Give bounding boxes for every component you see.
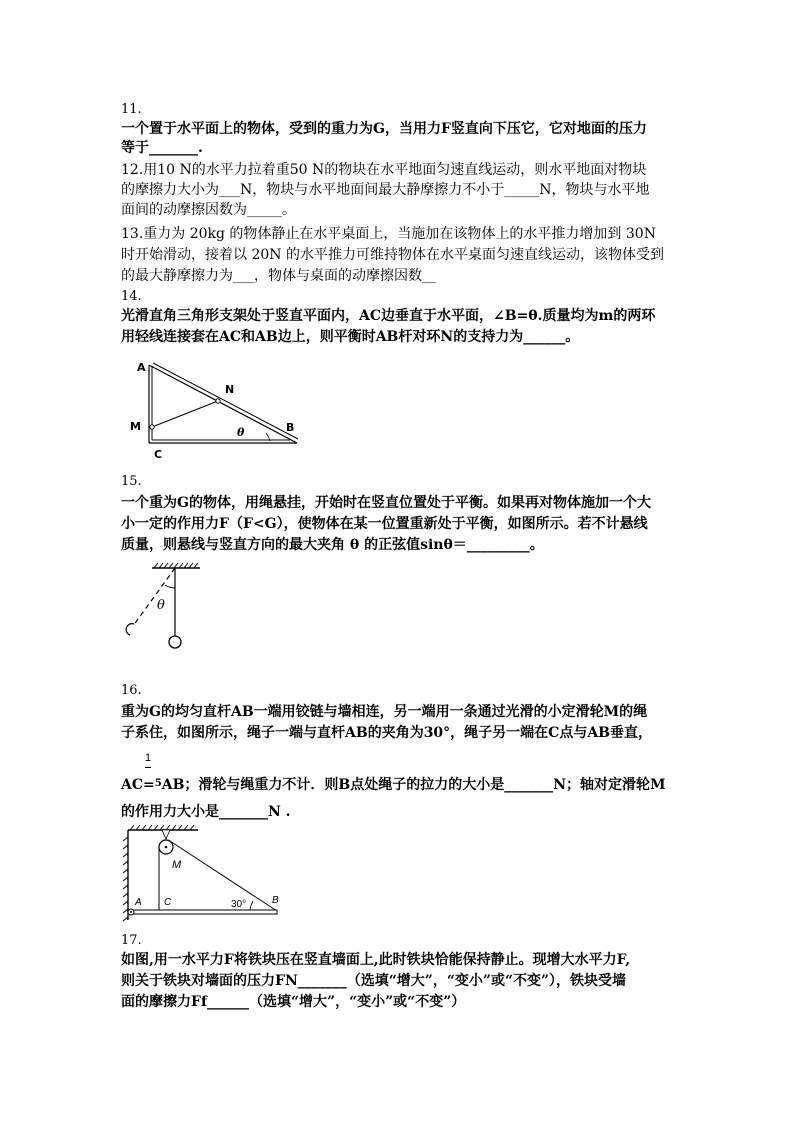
label-a: A: [137, 361, 146, 374]
q15-text-line3: 质量，则悬线与竖直方向的最大夹角 θ 的正弦值sinθ＝_________。: [121, 537, 544, 553]
q16-number: 16.: [121, 683, 142, 698]
angle-30-label: 30°: [231, 899, 247, 910]
q15-text-line1: 一个重为G的物体，用绳悬挂，开始时在竖直位置处于平衡。如果再对物体施加一个大: [121, 495, 651, 511]
q15-number: 15.: [121, 474, 142, 489]
pendulum-bob-icon: [169, 636, 181, 648]
label-b: B: [272, 895, 279, 906]
q14-text-line1: 光滑直角三角形支架处于竖直平面内，AC边垂直于水平面，∠B=θ.质量均为m的两环: [121, 308, 656, 324]
fraction-denominator: 5: [154, 778, 162, 789]
label-a: A: [135, 897, 142, 908]
angle-theta-label: θ: [237, 426, 245, 439]
q11-text-line1: 一个置于水平面上的物体，受到的重力为G，当用力F竖直向下压它，它对地面的压力: [121, 121, 647, 137]
q12-text-line2: 的摩擦力大小为___N，物块与水平地面间最大静摩擦力不小于_____N，物块与水平地: [121, 182, 650, 198]
q11-text-line2: 等于_______.: [121, 140, 203, 156]
q12-text-line3: 面间的动摩擦因数为_____。: [121, 202, 296, 218]
displaced-bob-icon: [126, 624, 134, 635]
q14-text-line2: 用轻线连接套在AC和AB边上，则平衡时AB杆对环N的支持力为______。: [121, 329, 580, 345]
q13-text-line3: 的最大静摩擦力为___，物体与桌面的动摩擦因数__: [121, 268, 436, 284]
q16-text-line1: 重为G的均匀直杆AB一端用铰链与墙相连，另一端用一条通过光滑的小定滑轮M的绳: [121, 704, 648, 720]
q15-text-line2: 小一定的作用力F（F<G），使物体在某一位置重新处于平衡，如图所示。若不计悬线: [121, 516, 648, 532]
q14-triangle-figure: [120, 355, 310, 465]
q17-text-line1: 如图,用一水平力F将铁块压在竖直墙面上,此时铁块恰能保持静止。现增大水平力F,: [121, 952, 631, 968]
q15-pendulum-figure: [120, 560, 210, 655]
q16-text-line3: AC=$^5$AB；滑轮与绳重力不计．则B点处绳子的拉力的大小是_______N；轴对定滑轮M: [121, 777, 666, 793]
ring-m-icon: [150, 425, 154, 429]
label-m: M: [130, 420, 141, 433]
q13-text-line2: 时开始滑动，接着以 20N 的水平推力可维持物体在水平桌面匀速直线运动，该物体受到: [121, 247, 664, 263]
label-n: N: [225, 383, 235, 396]
label-c: C: [154, 448, 163, 461]
ring-n-icon: [216, 399, 220, 403]
q12-text-line1: 12.用10 N的水平力拉着重50 N的物块在水平地面匀速直线运动，则水平地面对物块: [121, 162, 647, 178]
q17-number: 17.: [121, 933, 142, 948]
q14-number: 14.: [121, 289, 142, 304]
angle-theta-label: θ: [157, 598, 165, 613]
q17-text-line2: 则关于铁块对墙面的压力FN_______（选填“增大”，“变小”或“不变”），铁块受墙: [121, 973, 627, 989]
q16-text-line2: 子系住，如图所示，绳子一端与直杆AB的夹角为30°，绳子另一端在C点与AB垂直，: [121, 725, 653, 741]
q16-text-line4: 的作用力大小是_______N .: [121, 804, 291, 820]
q16-rod-pulley-figure: [120, 825, 285, 925]
fraction-bar: [145, 767, 151, 768]
q13-text-line1: 13.重力为 20kg 的物体静止在水平桌面上，当施加在该物体上的水平推力增加到 30N: [121, 226, 656, 242]
q17-text-line3: 面的摩擦力Ff______（选填“增大”，“变小”或“不变”）: [121, 994, 466, 1010]
label-m: M: [172, 859, 182, 871]
label-b: B: [286, 421, 295, 434]
label-c: C: [164, 897, 172, 908]
fraction-numerator: 1: [144, 752, 152, 764]
q11-number: 11.: [121, 102, 142, 117]
